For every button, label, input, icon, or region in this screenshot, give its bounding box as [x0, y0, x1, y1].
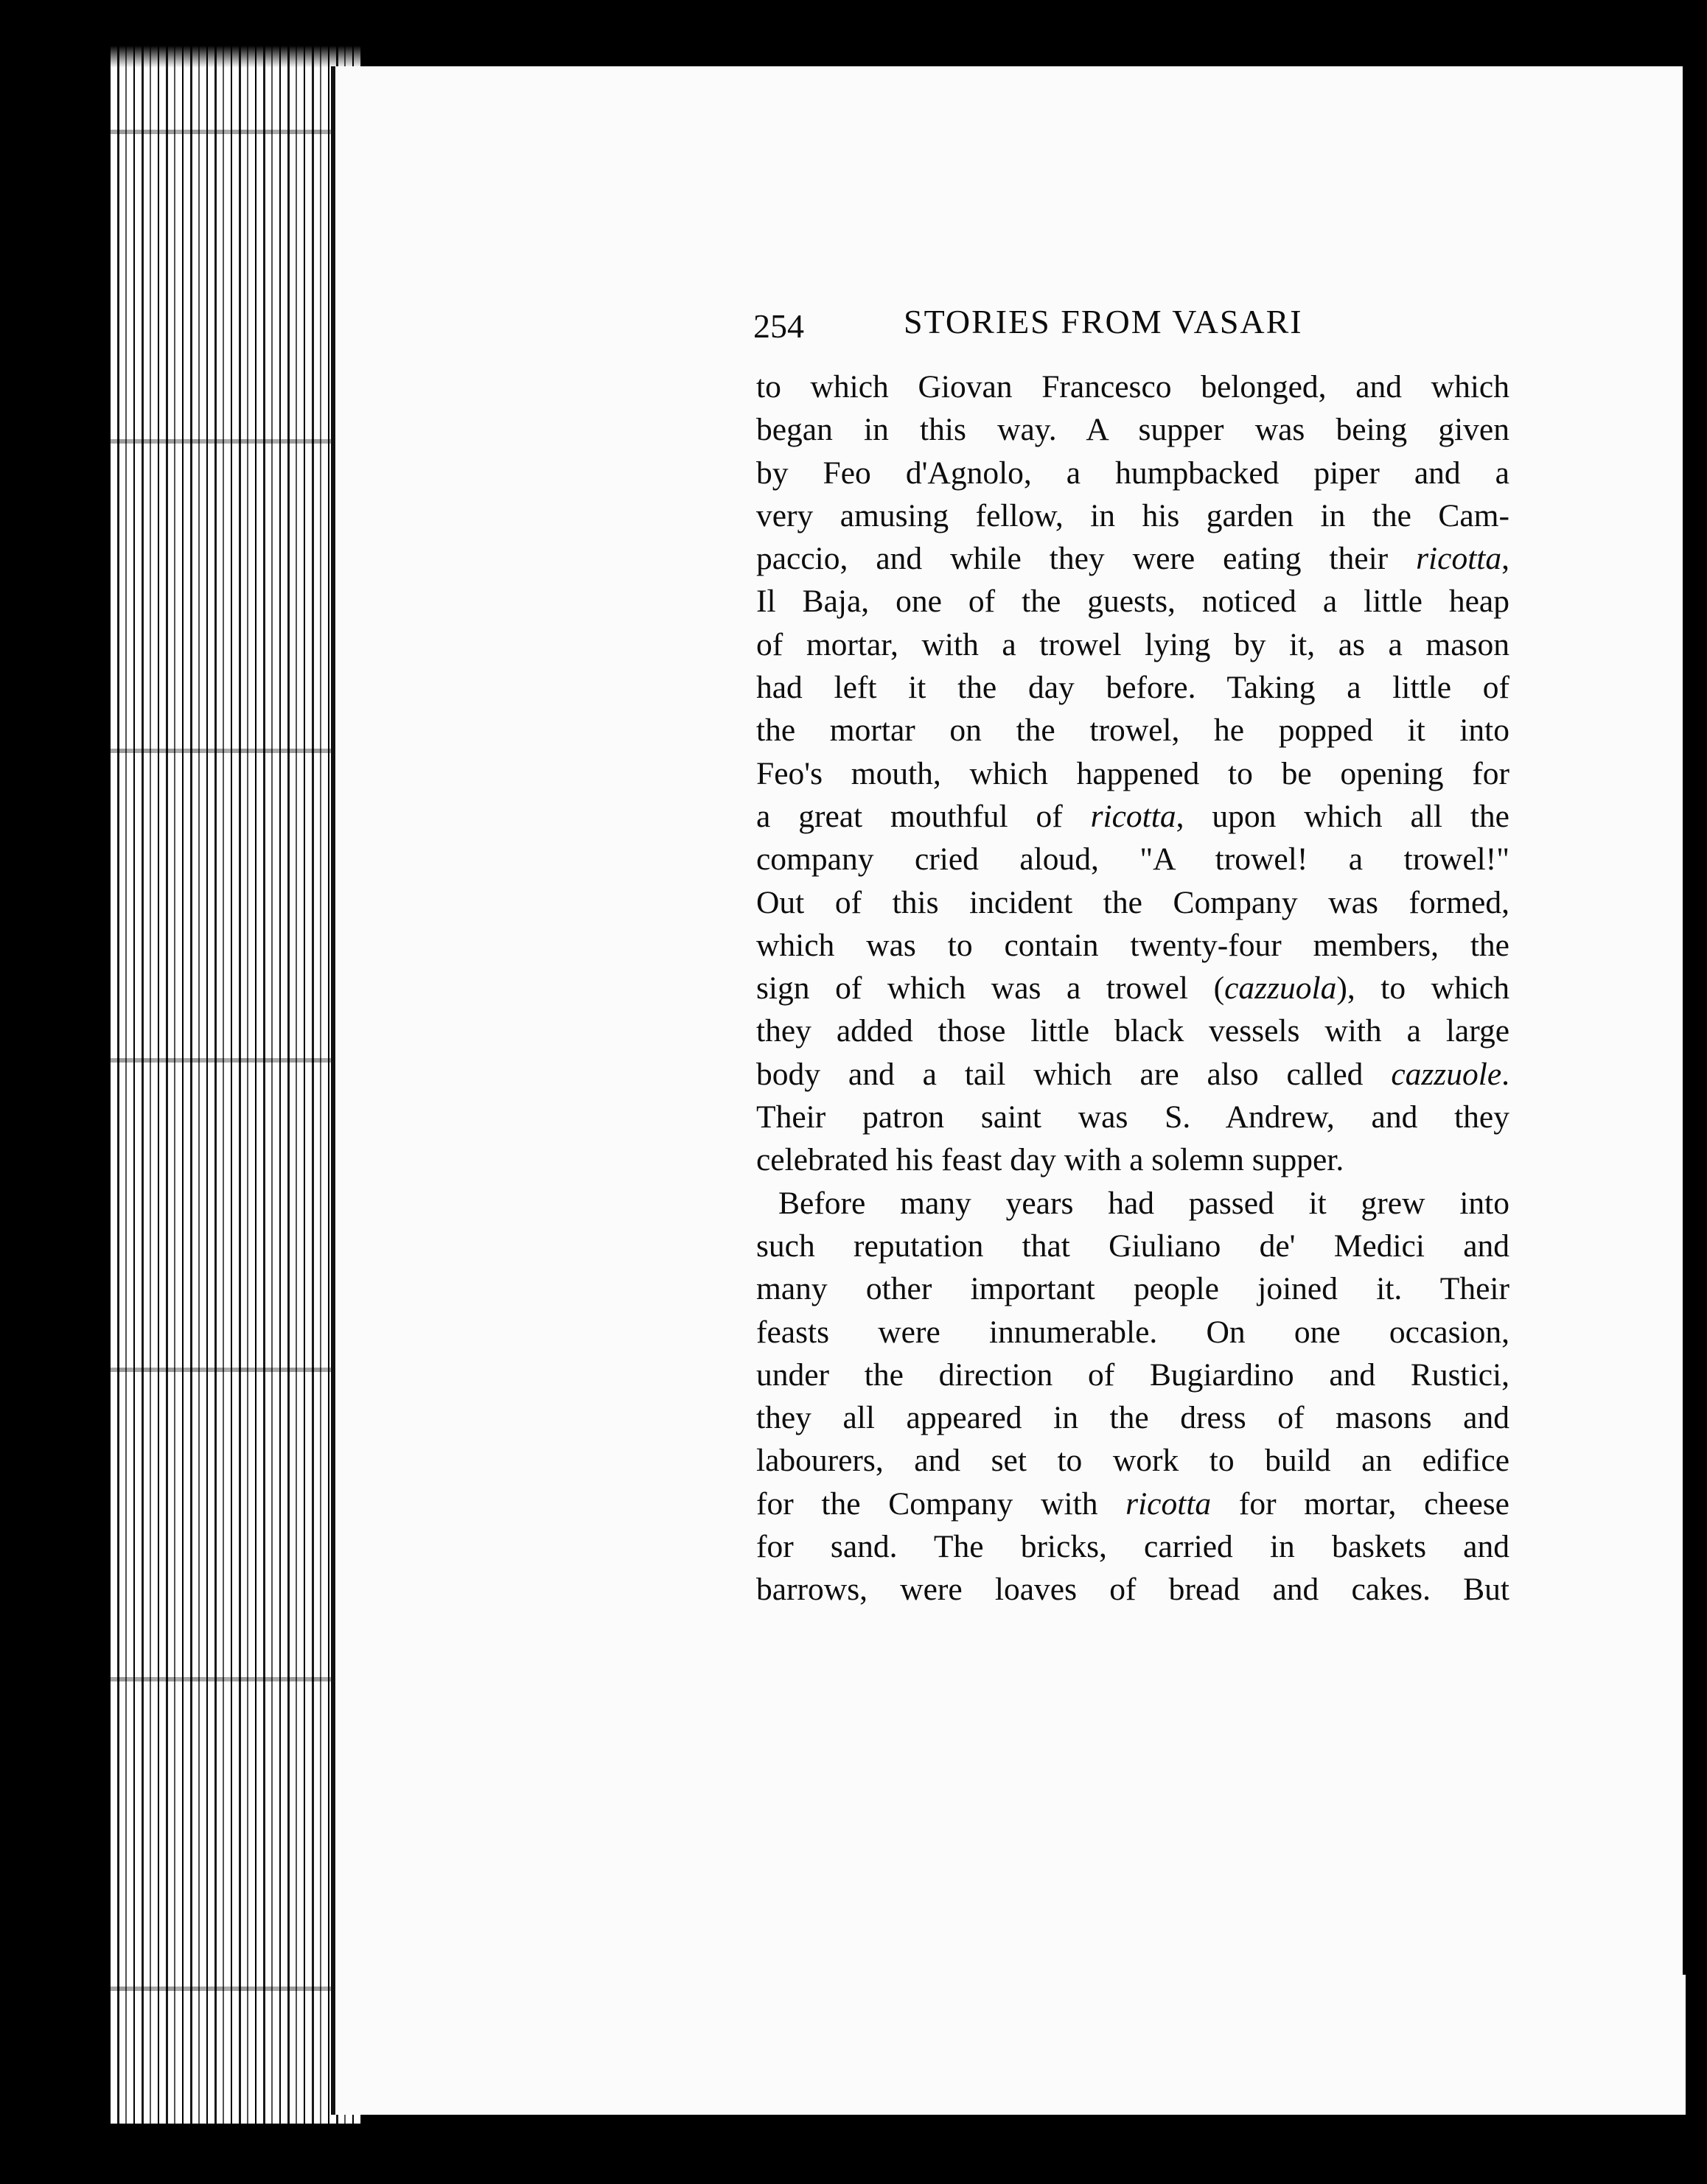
- text-line: Il Baja, one of the guests, noticed a little heap: [756, 584, 1509, 620]
- body-text: [756, 365, 1509, 1611]
- page-right-edge: [1683, 44, 1689, 1975]
- text-line: paccio, and while they were eating their ricotta,: [756, 541, 1509, 577]
- text-line: to which Giovan Francesco belonged, and which: [756, 369, 1509, 405]
- italic-term: ricotta: [1125, 1485, 1212, 1522]
- italic-term: cazzuole: [1391, 1056, 1502, 1092]
- italic-term: ricotta: [1416, 541, 1502, 577]
- text-line: sign of which was a trowel (cazzuola), to which: [756, 970, 1509, 1007]
- italic-term: ricotta: [1090, 798, 1176, 834]
- italic-term: cazzuola: [1224, 970, 1337, 1007]
- text-line: such reputation that Giuliano de' Medici and: [756, 1228, 1509, 1264]
- page-block-edge: [111, 46, 361, 2124]
- text-line: labourers, and set to work to build an edifice: [756, 1443, 1509, 1479]
- text-line: for the Company with ricotta for mortar, cheese: [756, 1485, 1509, 1522]
- page-number: 254: [753, 307, 804, 345]
- text-line: company cried aloud, "A trowel! a trowel!": [756, 841, 1509, 878]
- text-line: Their patron saint was S. Andrew, and they: [756, 1099, 1509, 1135]
- text-line: for sand. The bricks, carried in baskets and: [756, 1529, 1509, 1565]
- text-line: they added those little black vessels with a large: [756, 1013, 1509, 1049]
- text-line: by Feo d'Agnolo, a humpbacked piper and a: [756, 455, 1509, 491]
- text-line: Before many years had passed it grew into: [778, 1185, 1509, 1221]
- text-line: which was to contain twenty-four members, the: [756, 927, 1509, 963]
- running-head: [753, 302, 1387, 354]
- text-line: had left it the day before. Taking a little of: [756, 670, 1509, 706]
- text-line: barrows, were loaves of bread and cakes. But: [756, 1572, 1509, 1608]
- text-line: began in this way. A supper was being given: [756, 412, 1509, 448]
- text-line: celebrated his feast day with a solemn supper.: [756, 1142, 1344, 1178]
- text-line: a great mouthful of ricotta, upon which all the: [756, 798, 1509, 834]
- text-line: Feo's mouth, which happened to be opening for: [756, 755, 1509, 791]
- text-line: many other important people joined it. Their: [756, 1271, 1509, 1307]
- text-line: under the direction of Bugiardino and Rustici,: [756, 1357, 1509, 1393]
- text-line: Out of this incident the Company was formed,: [756, 884, 1509, 920]
- text-line: they all appeared in the dress of masons and: [756, 1400, 1509, 1436]
- text-line: the mortar on the trowel, he popped it into: [756, 713, 1509, 749]
- text-line: body and a tail which are also called cazzuole.: [756, 1056, 1509, 1092]
- page-top-shadow: [111, 46, 1688, 68]
- text-line: feasts were innumerable. On one occasion,: [756, 1314, 1509, 1350]
- text-line: very amusing fellow, in his garden in the Cam-: [756, 497, 1509, 533]
- running-title: STORIES FROM VASARI: [904, 303, 1303, 340]
- text-line: of mortar, with a trowel lying by it, as a mason: [756, 626, 1509, 662]
